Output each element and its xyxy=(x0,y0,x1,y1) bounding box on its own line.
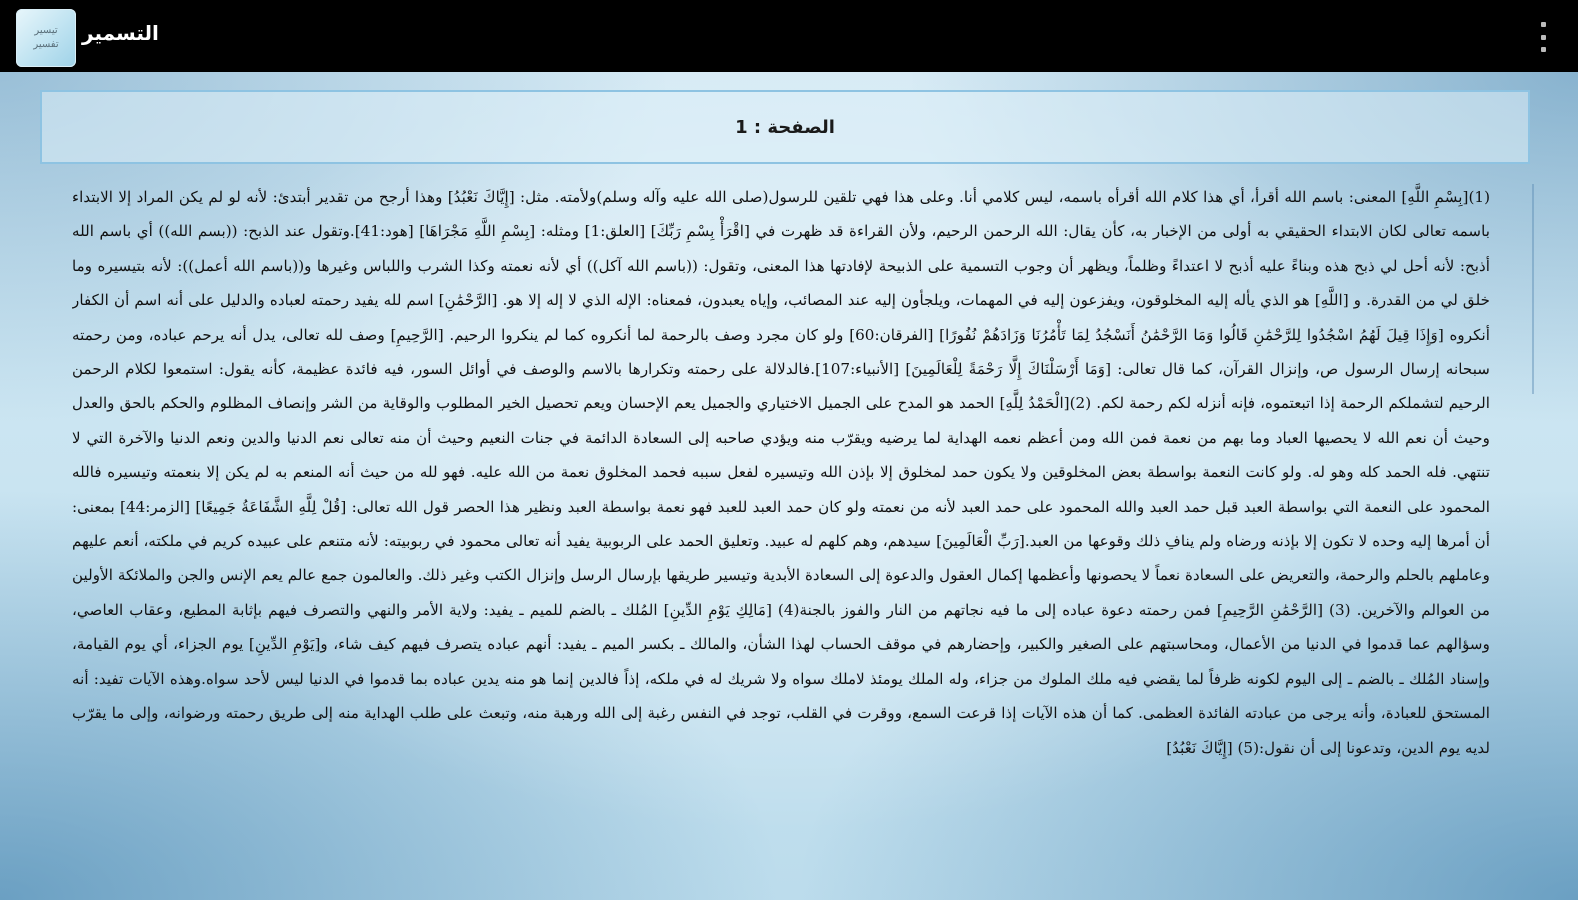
app-icon-line1: تيسير xyxy=(34,25,58,36)
tafsir-text: (1)[بِسْمِ اللَّهِ] المعنى: باسم الله أقرأ، أي هذا كلام الله أقرأه باسمه، ليس كلامي أنا. وعلى هذا فهي تلقين للرسول(صلى الله عليه وآله وسلم)ولأمته. مثل: [إِيَّاكَ نَعْبُدُ] وهذا أرجح من تقدير أبتدئ: لأنه لو لم يكن المراد إلا الابتداء باسمه تعالى لكان الابتداء الحقيقي به أولى من الإخبار به، كأن يقال: الله الرحمن الرحيم، ولأن القراءة قد ظهرت في [اقْرَأْ بِسْمِ رَبِّكَ] [العلق:1] ومثله: [بِسْمِ اللَّهِ مَجْرَاهَا] [هود:41].وتقول عند الذبح: ((بسم الله)) أي باسم الله أذبح: لأنه أحل لي ذبح هذه وبناءً عليه أذبح لا اعتداءً وظلماً، ويظهر أن وجوب التسمية على الذبيحة لإفادتها هذا المعنى، وتقول: ((باسم الله آكل)) أي لأنه نعمته وكذا الشرب واللباس وغيرها و((باسم الله أعمل)): لأنه بتيسيره وما خلق لي من القدرة. و [اللَّهِ] هو الذي يأله إليه المخلوقون، ويفزعون إليه في المهمات، ويلجأون إليه عند المصائب، وإياه يعبدون، فمعناه: الإله الذي لا إله إلا هو. [الرَّحْمَٰنِ] اسم لله يفيد رحمته لعباده والدليل على أنه اسم أن الكفار أنكروه [وَإِذَا قِيلَ لَهُمُ اسْجُدُوا لِلرَّحْمَٰنِ قَالُوا وَمَا الرَّحْمَٰنُ أَنَسْجُدُ لِمَا تَأْمُرُنَا وَزَادَهُمْ نُفُورًا] [الفرقان:60] ولو كان مجرد وصف بالرحمة لما أنكروه كما لم ينكروا الرحيم. [الرَّحِيمِ] وصف لله تعالى، يدل أنه يرحم عباده، ومن رحمته سبحانه إرسال الرسول ص، وإنزال القرآن، كما قال تعالى: [وَمَا أَرْسَلْنَاكَ إِلَّا رَحْمَةً لِلْعَالَمِينَ] [الأنبياء:107].فالدلالة على رحمته وتكرارها بالاسم والوصف في أوائل السور، فيه فائدة عظيمة، كأنه يقول: استمعوا لكلام الرحمن الرحيم لتشملكم الرحمة إذا اتبعتموه، فإنه أنزله لكم رحمة لكم. (2)[الْحَمْدُ لِلَّهِ] الحمد هو المدح على الجميل الاختياري والجميل يعم الإحسان ويعم تحصيل الخير المطلوب والوقاية من الشر وإنصاف المظلوم والحكم بالحق والعدل وحيث أن نعم الله لا يحصيها العباد وما بهم من نعمة فمن الله ومن أعظم نعمه الهداية لما يرضيه ويقرّب منه ويؤدي صاحبه إلى السعادة الدائمة في جنات النعيم وحيث أن منه تعالى نعم الدنيا والدين ونعم الدنيا والآخرة التي لا تنتهي. فله الحمد كله وهو له. ولو كانت النعمة بواسطة بعض المخلوقين ولا يكون حمد لمخلوق إلا بإذن الله وتيسيره لفعل سببه فحمد المخلوق نعمة من الله عليه. فهو لله من حيث أنه المنعم به لم يكن إلا بنعمته وتيسيره فالله المحمود على النعمة التي بواسطة العبد قبل حمد العبد والله المحمود على حمد العبد لأنه من نعمته ولو كان حمد العبد للعبد فهو نعمة بواسطة العبد ونظير هذا الحصر قول الله تعالى: [قُلْ لِلَّهِ الشَّفَاعَةُ جَمِيعًا] [الزمر:44] بمعنى: أن أمرها إليه وحده لا تكون إلا بإذنه ورضاه ولم ينافِ ذلك وقوعها من العبد.[رَبِّ الْعَالَمِينَ] سيدهم، وهم كلهم له عبيد. وتعليق الحمد على الربوبية يفيد أنه تعالى محمود في ربوبيته: لأنه متنعم على عبيده كريم في ملكته، أنعم عليهم وعاملهم بالحلم والرحمة، والتعريض على السعادة نعماً لا يحصونها وأعظمها إكمال العقول والدعوة إلى السعادة الأبدية وتيسير طريقها بإرسال الرسل وإنزال الكتب وغير ذلك. والعالمون جمع عالم يعم الإنس والجن والملائكة الأولين من العوالم والآخرين. (3) [الرَّحْمَٰنِ الرَّحِيمِ] فمن رحمته دعوة عباده إلى ما فيه نجاتهم من النار والفوز بالجنة(4) [مَالِكِ يَوْمِ الدِّينِ] المُلك ـ بالضم للميم ـ يفيد: ولاية الأمر والنهي والتصرف فيهم بإثابة المطيع، وعقاب العاصي، وسؤالهم عما قدموا في الدنيا من الأعمال، ومحاسبتهم على الصغير والكبير، وإحضارهم في موقف الحساب لهذا الشأن، والمالك ـ بكسر الميم ـ يفيد: أنهم عباده يتصرف فيهم كيف شاء، و[يَوْمِ الدِّينِ] يوم الجزاء، أي يوم القيامة، وإسناد المُلك ـ بالضم ـ إلى اليوم لكونه ظرفاً لما يقضي فيه ملك الملوك من جزاء، وله الملك يومئذ لاملك سواه ولا شريك له في ملكه، إذاً فالدين إنما هو منه يدين عباده بما قدموا في الدنيا ليس لأحد سواه.وهذه الآيات تفيد: أنه المستحق للعبادة، وأنه يرجى من عبادته الفائدة العظمى. كما أن هذه الآيات إذا قرعت السمع، ووقرت في القلب، توجد في النفس رغبة إلى الله ورهبة منه، وتبعث على طلب الهداية منه إلى طريق رحمته ورضوانه، وإلى ما يقرّب لديه يوم الدين، وتدعونا إلى أن نقول:(5) [إِيَّاكَ نَعْبُدُ] xyxy=(72,188,1490,757)
reader-content xyxy=(0,72,1578,900)
app-logo-icon[interactable] xyxy=(16,9,76,67)
more-vertical-icon[interactable] xyxy=(1536,22,1550,52)
action-bar xyxy=(0,0,1578,72)
app-title: التسمير xyxy=(82,21,159,45)
page-header xyxy=(40,90,1530,164)
page-number-label: الصفحة : 1 xyxy=(735,116,835,138)
app-icon-line2: تفسير xyxy=(33,39,59,50)
tafsir-scroll-area[interactable] xyxy=(72,180,1490,896)
scrollbar[interactable] xyxy=(1532,184,1534,394)
